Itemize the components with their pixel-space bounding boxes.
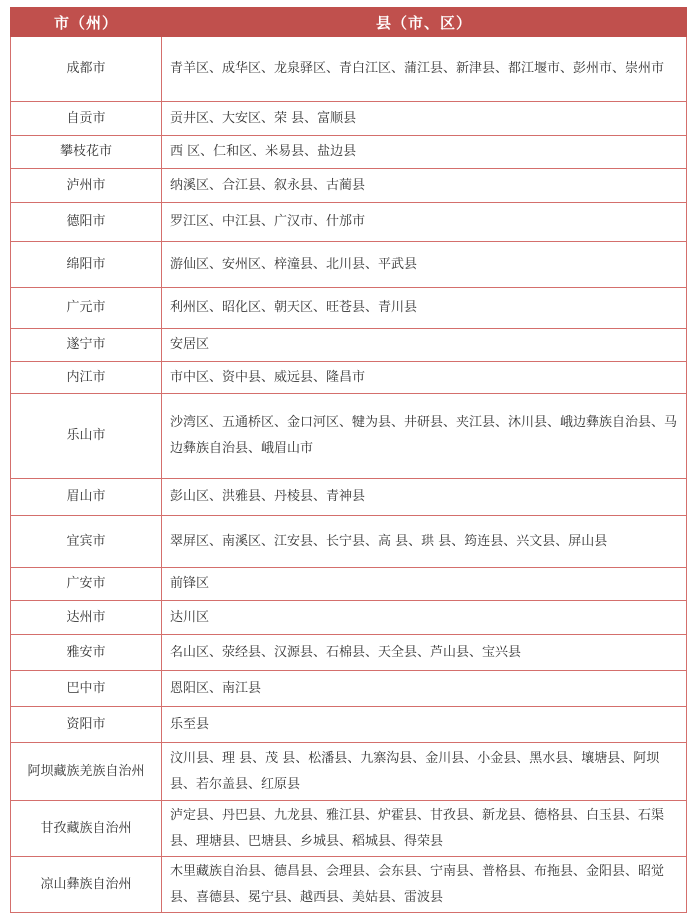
counties-cell: 达川区: [162, 601, 687, 635]
table-row: [11, 743, 687, 801]
counties-cell: 贡井区、大安区、荣 县、富顺县: [162, 102, 687, 136]
table-row: [11, 288, 687, 329]
table-row: [11, 394, 687, 479]
counties-cell: 市中区、资中县、威远县、隆昌市: [162, 362, 687, 394]
table-row: [11, 136, 687, 169]
counties-cell: 泸定县、丹巴县、九龙县、雅江县、炉霍县、甘孜县、新龙县、德格县、白玉县、石渠县、理塘县、巴塘县、乡城县、稻城县、得荣县: [162, 801, 687, 857]
header-counties: 县（市、区）: [162, 8, 687, 37]
city-cell: 广安市: [11, 568, 162, 601]
counties-cell: 乐至县: [162, 707, 687, 743]
counties-cell: 纳溪区、合江县、叙永县、古蔺县: [162, 169, 687, 203]
table-row: [11, 516, 687, 568]
city-cell: 泸州市: [11, 169, 162, 203]
counties-cell: 西 区、仁和区、米易县、盐边县: [162, 136, 687, 169]
counties-cell: 安居区: [162, 329, 687, 362]
table-row: [11, 671, 687, 707]
city-cell: 遂宁市: [11, 329, 162, 362]
table-row: [11, 362, 687, 394]
table-row: [11, 479, 687, 516]
counties-cell: 名山区、荥经县、汉源县、石棉县、天全县、芦山县、宝兴县: [162, 635, 687, 671]
table-row: [11, 242, 687, 288]
counties-cell: 利州区、昭化区、朝天区、旺苍县、青川县: [162, 288, 687, 329]
city-cell: 雅安市: [11, 635, 162, 671]
counties-cell: 前锋区: [162, 568, 687, 601]
city-cell: 内江市: [11, 362, 162, 394]
city-cell: 攀枝花市: [11, 136, 162, 169]
counties-cell: 青羊区、成华区、龙泉驿区、青白江区、蒲江县、新津县、都江堰市、彭州市、崇州市: [162, 37, 687, 102]
counties-cell: 恩阳区、南江县: [162, 671, 687, 707]
city-cell: 广元市: [11, 288, 162, 329]
counties-cell: 罗江区、中江县、广汉市、什邡市: [162, 203, 687, 242]
city-cell: 巴中市: [11, 671, 162, 707]
counties-cell: 彭山区、洪雅县、丹棱县、青神县: [162, 479, 687, 516]
table-row: [11, 329, 687, 362]
city-cell: 乐山市: [11, 394, 162, 479]
counties-cell: 翠屏区、南溪区、江安县、长宁县、高 县、珙 县、筠连县、兴文县、屏山县: [162, 516, 687, 568]
city-cell: 甘孜藏族自治州: [11, 801, 162, 857]
table-row: [11, 102, 687, 136]
city-cell: 资阳市: [11, 707, 162, 743]
city-cell: 阿坝藏族羌族自治州: [11, 743, 162, 801]
city-cell: 凉山彝族自治州: [11, 857, 162, 913]
city-cell: 宜宾市: [11, 516, 162, 568]
city-cell: 成都市: [11, 37, 162, 102]
city-cell: 德阳市: [11, 203, 162, 242]
table-row: [11, 37, 687, 102]
table-row: [11, 601, 687, 635]
city-cell: 自贡市: [11, 102, 162, 136]
table-row: [11, 801, 687, 857]
table-row: [11, 707, 687, 743]
table-row: [11, 169, 687, 203]
county-table: [10, 7, 687, 913]
table-row: [11, 635, 687, 671]
city-cell: 眉山市: [11, 479, 162, 516]
counties-cell: 沙湾区、五通桥区、金口河区、犍为县、井研县、夹江县、沐川县、峨边彝族自治县、马边彝族自治县、峨眉山市: [162, 394, 687, 479]
counties-cell: 汶川县、理 县、茂 县、松潘县、九寨沟县、金川县、小金县、黑水县、壤塘县、阿坝县、若尔盖县、红原县: [162, 743, 687, 801]
table-row: [11, 857, 687, 913]
city-cell: 绵阳市: [11, 242, 162, 288]
counties-cell: 游仙区、安州区、梓潼县、北川县、平武县: [162, 242, 687, 288]
header-city: 市（州）: [11, 8, 162, 37]
table-header-row: [11, 8, 687, 37]
counties-cell: 木里藏族自治县、德昌县、会理县、会东县、宁南县、普格县、布拖县、金阳县、昭觉县、喜德县、冕宁县、越西县、美姑县、雷波县: [162, 857, 687, 913]
table-row: [11, 568, 687, 601]
city-cell: 达州市: [11, 601, 162, 635]
table-row: [11, 203, 687, 242]
